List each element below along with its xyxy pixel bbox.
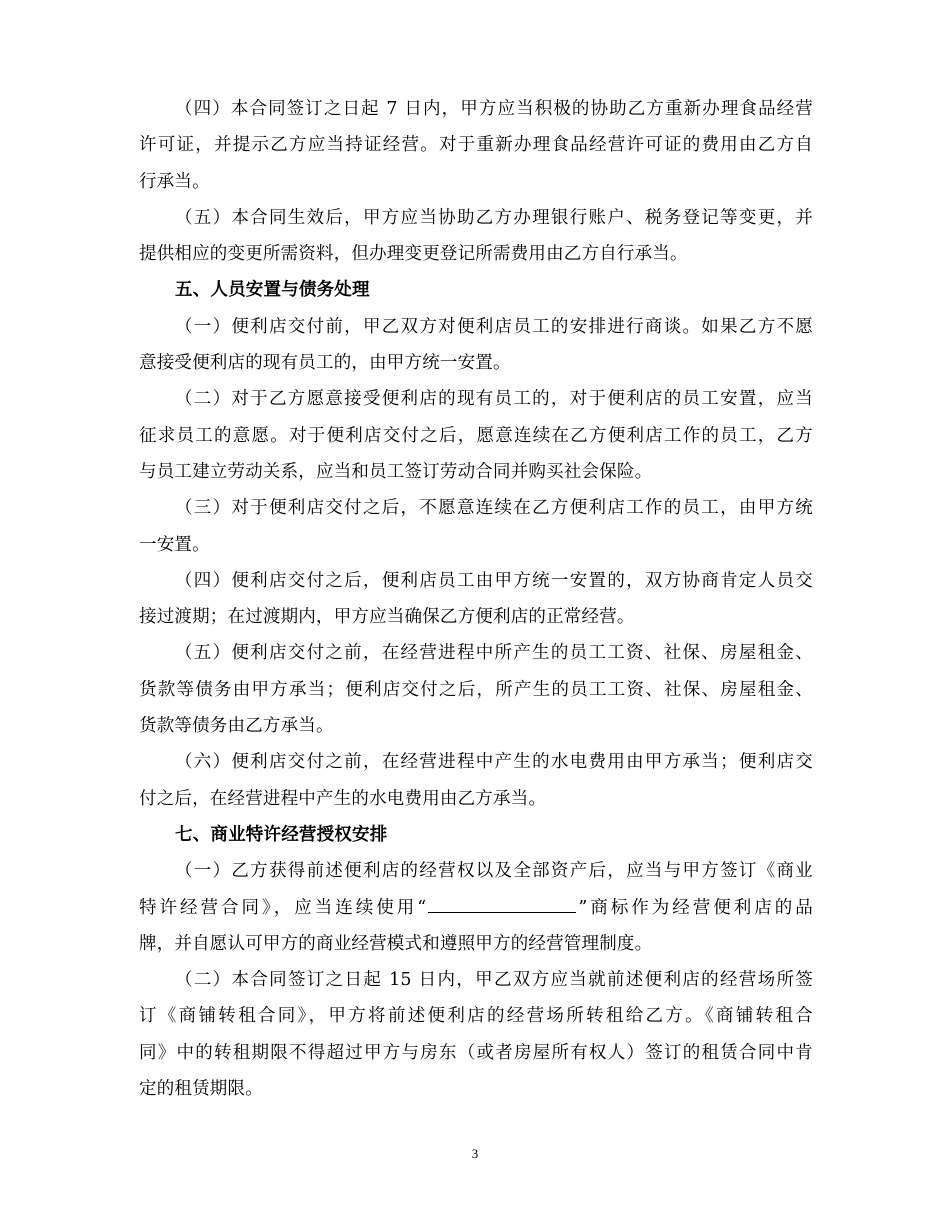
paragraph-line: （六）便利店交付之前，在经营进程中产生的水电费用由甲方承当；便利店交 [175, 752, 813, 773]
paragraph-line: 牌，并自愿认可甲方的商业经营模式和遵照甲方的经营管理制度。 [139, 933, 653, 954]
paragraph-line: 与员工建立劳动关系，应当和员工签订劳动合同并购买社会保险。 [139, 461, 653, 482]
paragraph-line: （一）乙方获得前述便利店的经营权以及全部资产后，应当与甲方签订《商业 [175, 861, 813, 882]
paragraph-line: 意接受便利店的现有员工的，由甲方统一安置。 [139, 353, 511, 374]
paragraph-line: 付之后，在经营进程中产生的水电费用由乙方承当。 [139, 788, 547, 809]
paragraph-line: （二）对于乙方愿意接受便利店的现有员工的，对于便利店的员工安置，应当 [175, 389, 813, 410]
paragraph [139, 962, 813, 1107]
paragraph-line-with-blank [139, 890, 813, 926]
paragraph-line: （三）对于便利店交付之后，不愿意连续在乙方便利店工作的员工，由甲方统 [175, 498, 813, 519]
paragraph-line: 征求员工的意愿。对于便利店交付之后，愿意连续在乙方便利店工作的员工，乙方 [139, 425, 813, 446]
paragraph [139, 309, 813, 382]
page-number: 3 [471, 1146, 479, 1161]
paragraph-line: （五）本合同生效后，甲方应当协助乙方办理银行账户、税务登记等变更，并 [175, 207, 813, 228]
paragraph-line: （二）本合同签订之日起 15 日内，甲乙双方应当就前述便利店的经营场所签 [175, 970, 813, 991]
paragraph-line: 行承当。 [139, 171, 210, 192]
paragraph-line: （五）便利店交付之前，在经营进程中所产生的员工工资、社保、房屋租金、 [175, 643, 813, 664]
paragraph [139, 490, 813, 563]
paragraph [139, 744, 813, 817]
text-after-blank: ”商标作为经营便利店的品 [578, 897, 813, 918]
paragraph [139, 381, 813, 490]
paragraph [139, 91, 813, 200]
fill-in-blank-underline [428, 897, 576, 913]
paragraph [139, 200, 813, 273]
paragraph-line: （一）便利店交付前，甲乙双方对便利店员工的安排进行商谈。如果乙方不愿 [175, 316, 813, 337]
paragraph-line: （四）便利店交付之后，便利店员工由甲方统一安置的，双方协商肯定人员交 [175, 570, 813, 591]
paragraph [139, 563, 813, 636]
paragraph-line: 同》中的转租期限不得超过甲方与房东（或者房屋所有权人）签订的租赁合同中肯 [139, 1042, 813, 1063]
section-heading: 七、商业特许经营授权安排 [175, 824, 388, 845]
paragraph-line: 许可证，并提示乙方应当持证经营。对于重新办理食品经营许可证的费用由乙方自 [139, 135, 813, 156]
paragraph-line: 一安置。 [139, 534, 210, 555]
section-heading: 五、人员安置与债务处理 [175, 280, 370, 301]
paragraph [139, 853, 813, 962]
paragraph-line: 货款等债务由乙方承当。 [139, 716, 334, 737]
paragraph-line: 提供相应的变更所需资料，但办理变更登记所需费用由乙方自行承当。 [139, 244, 688, 265]
document-body [139, 91, 813, 1107]
paragraph-line: 定的租赁期限。 [139, 1079, 263, 1100]
paragraph-line: 货款等债务由甲方承当；便利店交付之后，所产生的员工工资、社保、房屋租金、 [139, 679, 813, 700]
paragraph-line: （四）本合同签订之日起 7 日内，甲方应当积极的协助乙方重新办理食品经营 [175, 99, 813, 119]
paragraph-line: 接过渡期；在过渡期内，甲方应当确保乙方便利店的正常经营。 [139, 607, 635, 628]
text-before-blank: 特许经营合同》，应当连续使用“ [139, 897, 427, 918]
paragraph-line: 订《商铺转租合同》，甲方将前述便利店的经营场所转租给乙方。《商铺转租合 [139, 1006, 813, 1027]
paragraph [139, 635, 813, 744]
